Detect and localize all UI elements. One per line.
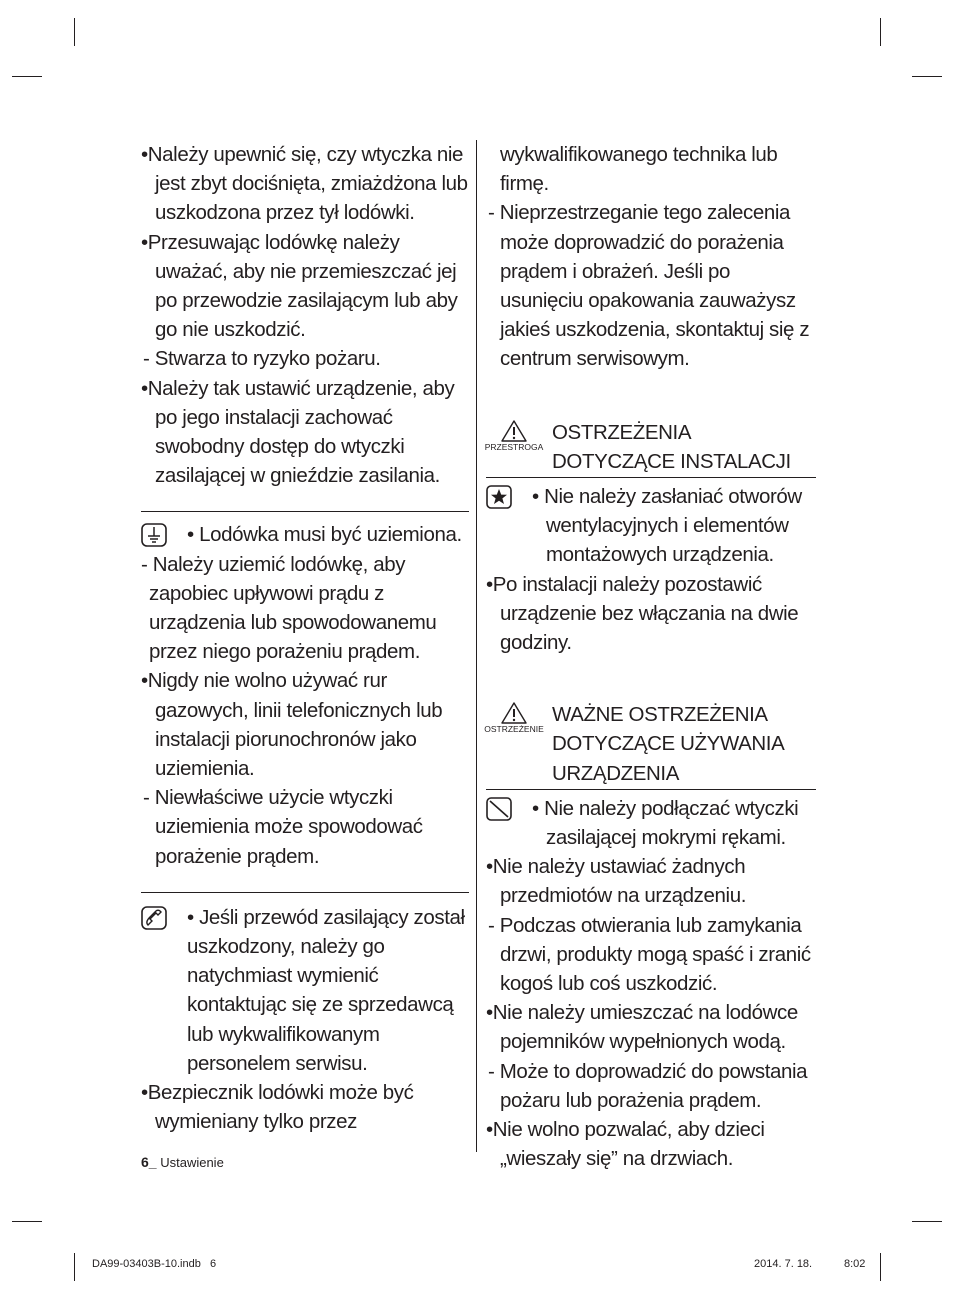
list-item: •Należy tak ustawić urządzenie, aby po jego instalacji zachować swobodny dostęp do wtyczki zasilającej w gnieździe zasilania. [141,376,455,488]
list-item: •Nie należy ustawiać żadnych przedmiotów na urządzeniu. [486,855,746,908]
file-page: 6 [210,1258,217,1270]
crop-mark [74,1253,75,1281]
print-file-info [92,1258,216,1270]
section-rule [486,789,816,790]
right-list-1 [486,198,816,373]
star-note-text: • Nie należy zasłaniać otworów wentylacyjnych i elementów montażowych urządzenia. [532,485,802,567]
section-rule [141,511,469,512]
section-title: WAŻNE OSTRZEŻENIA DOTYCZĄCE UŻYWANIA URZĄDZENIA [552,703,784,785]
list-item: •Nie wolno pozwalać, aby dzieci „wieszały się” na drzwiach. [486,1118,765,1171]
crop-mark [880,1253,881,1281]
crop-mark [912,1221,942,1222]
caution-label: PRZESTROGA [484,441,544,452]
page-separator: _ [148,1154,157,1170]
list-item: •Przesuwając lodówkę należy uważać, aby nie przemieszczać jej po przewodzie zasilającym lub aby go nie uszkodzić. [141,230,458,342]
list-item: - Może to doprowadzić do powstania pożaru lub porażenia prądem. [488,1059,808,1112]
list-item: - Podczas otwierania lub zamykania drzwi, produkty mogą spaść i zranić kogoś lub coś uszkodzić. [488,913,811,996]
ground-note [141,520,469,549]
crop-mark [880,18,881,46]
list-item: •Po instalacji należy pozostawić urządzenie bez włączania na dwie godziny. [486,572,799,655]
print-date: 2014. 7. 18. [754,1258,813,1270]
right-list-3 [486,852,816,1173]
page-number: 6 [141,1154,149,1170]
call-note-text: • Jeśli przewód zasilający został uszkodzony, należy go natychmiast wymienić kontaktując się ze sprzedawcą lub wykwalifikowanym personelem serwisu. [187,905,465,1075]
file-name: DA99-03403B-10.indb [92,1258,201,1270]
list-item: - Niewłaściwe użycie wtyczki uziemienia może spowodować porażenie prądem. [143,786,423,868]
crop-mark [12,76,42,77]
section-rule [141,892,469,893]
column-divider [476,140,477,1152]
list-item: - Stwarza to ryzyko pożaru. [143,347,381,371]
left-list-1 [141,140,469,490]
left-list-2 [141,666,469,870]
print-time: 8:02 [844,1258,866,1270]
list-item: - Należy uziemić lodówkę, aby zapobiec upływowi prądu z urządzenia lub spowodowanemu przez niego porażeniu prądem. [141,552,437,664]
noentry-note-text: • Nie należy podłączać wtyczki zasilającej mokrymi rękami. [532,796,799,850]
right-list-2 [486,570,816,658]
continuation-text: wykwalifikowanego technika lub firmę. [500,143,778,196]
page-footer [141,1154,224,1170]
left-list-3 [141,1078,469,1136]
ground-icon [141,523,167,547]
prohibited-icon [486,797,512,821]
section-rule [486,477,816,478]
list-item: •Nie należy umieszczać na lodówce pojemników wypełnionych wodą. [486,1001,798,1054]
warning-icon-block [482,702,546,734]
crop-mark [12,1221,42,1222]
warning-triangle-icon [501,702,527,724]
caution-icon-block [482,420,546,452]
ground-note-text: • Lodówka musi być uziemiona. [187,523,462,547]
warning-triangle-icon [501,420,527,442]
section-title: OSTRZEŻENIA DOTYCZĄCE INSTALACJI [552,420,791,473]
phone-icon [141,906,167,930]
star-icon [486,485,512,509]
right-column [486,140,816,1174]
list-item: - Nieprzestrzeganie tego zalecenia może doprowadzić do porażenia prądem i obrażeń. Jeśli po usunięciu opakowania zauważysz jakieś uszkodzenia, skontaktuj się z centrum serwisowym. [488,201,810,371]
warning-label: OSTRZEŻENIE [484,724,544,735]
noentry-note [486,794,816,852]
list-item: •Bezpiecznik lodówki może być wymieniany tylko przez [141,1081,414,1134]
warning-heading [486,700,816,788]
star-note [486,482,816,570]
list-item: •Nigdy nie wolno używać rur gazowych, linii telefonicznych lub instalacji piorunochronów jako uziemienia. [141,669,443,781]
call-note [141,903,469,1078]
section-name: Ustawienie [160,1155,224,1170]
list-item: •Należy upewnić się, czy wtyczka nie jest zbyt dociśnięta, zmiażdżona lub uszkodzona przez tył lodówki. [141,143,468,225]
left-column [141,140,469,1137]
crop-mark [74,18,75,46]
caution-heading [486,418,816,476]
crop-mark [912,76,942,77]
